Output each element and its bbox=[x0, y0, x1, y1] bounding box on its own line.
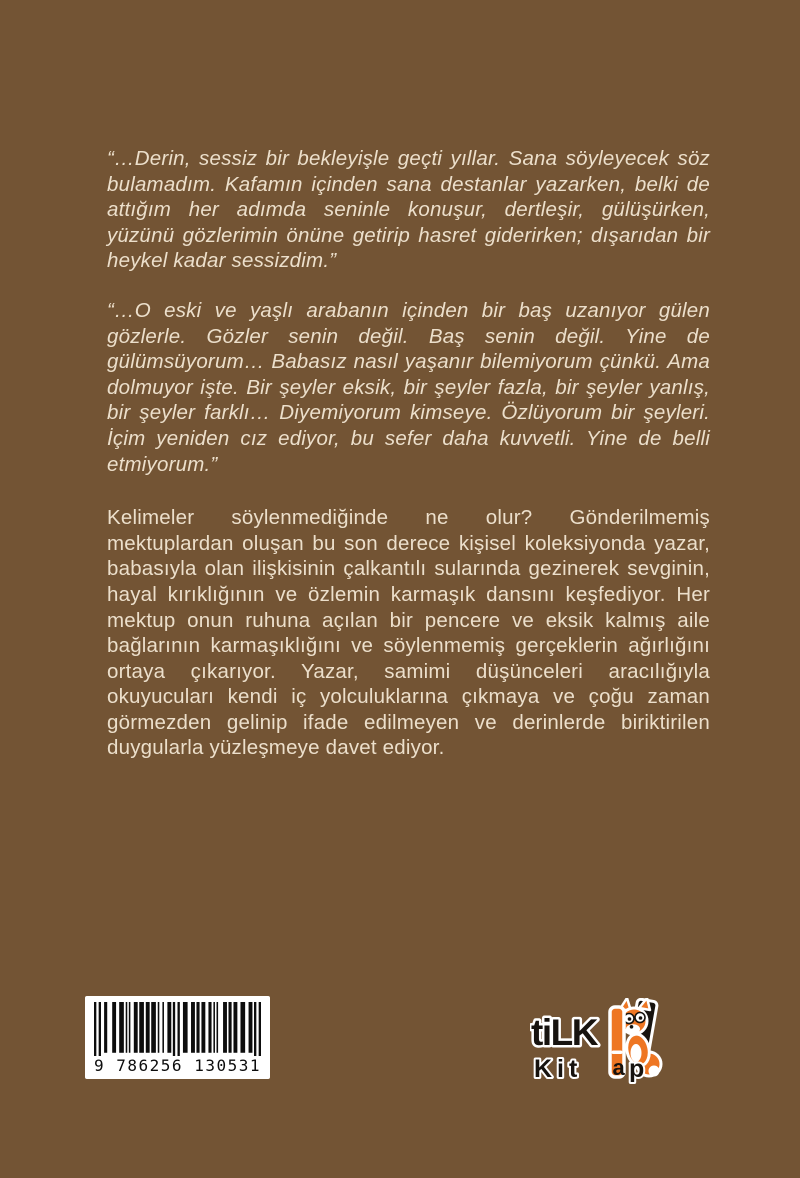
barcode-bars-area bbox=[94, 1002, 261, 1062]
barcode-bars bbox=[94, 1002, 261, 1062]
barcode-number: 9 786256 130531 bbox=[94, 1056, 261, 1075]
logo-text-top: tiLK bbox=[531, 1012, 597, 1053]
publisher-logo bbox=[530, 998, 664, 1088]
logo-text-bottom-right: p bbox=[629, 1055, 645, 1083]
logo-text-bottom-mid: a bbox=[612, 1055, 625, 1080]
blurb-text-block bbox=[107, 146, 710, 785]
logo-text-bottom-left: Kit bbox=[534, 1055, 583, 1083]
description-paragraph: Kelimeler söylenmediğinde ne olur? Gönderilmemiş mektuplardan oluşan bu son derece kişisel koleksiyonda yazar, babasıyla olan ilişkisinin çalkantılı sularında gezinerek sevginin, hayal kırıklığının ve özlemin karmaşık dansını keşfediyor. Her mektup onun ruhuna açılan bir pencere ve eksik kalmış aile bağlarının karmaşıklığını ve söylenmemiş gerçeklerin ağırlığını ortaya çıkarıyor. Yazar, samimi düşünceleri aracılığıyla okuyucuları kendi iç yolculuklarına çıkmaya ve çoğu zaman görmezden gelinip ifade edilmeyen ve derinlerde biriktirilen duygularla yüzleşmeye davet ediyor. bbox=[107, 506, 710, 760]
quote-paragraph-1: “…Derin, sessiz bir bekleyişle geçti yıllar. Sana söyleyecek söz bulamadım. Kafamın içinden sana destanlar yazarken, belki de attığım her adımda seninle konuşur, dertleşir, gülüşürken, yüzünü gözlerimin önüne getirip hasret giderirken; dışarıdan bir heykel kadar sessizdim.” bbox=[107, 147, 710, 273]
publisher-logo-graphic bbox=[530, 998, 664, 1088]
quote-paragraph-2: “…O eski ve yaşlı arabanın içinden bir baş uzanıyor gülen gözlerle. Gözler senin değil. Baş senin değil. Yine de gülümsüyorum… Babasız nasıl yaşanır bilemiyorum çünkü. Ama dolmuyor işte. Bir şeyler eksik, bir şeyler fazla, bir şeyler yanlış, bir şeyler farklı… Diyemiyorum kimseye. Özlüyorum bir şeyleri. İçim yeniden cız ediyor, bu sefer daha kuvvetli. Yine de belli etmiyorum.” bbox=[107, 298, 710, 476]
barcode bbox=[85, 996, 270, 1079]
